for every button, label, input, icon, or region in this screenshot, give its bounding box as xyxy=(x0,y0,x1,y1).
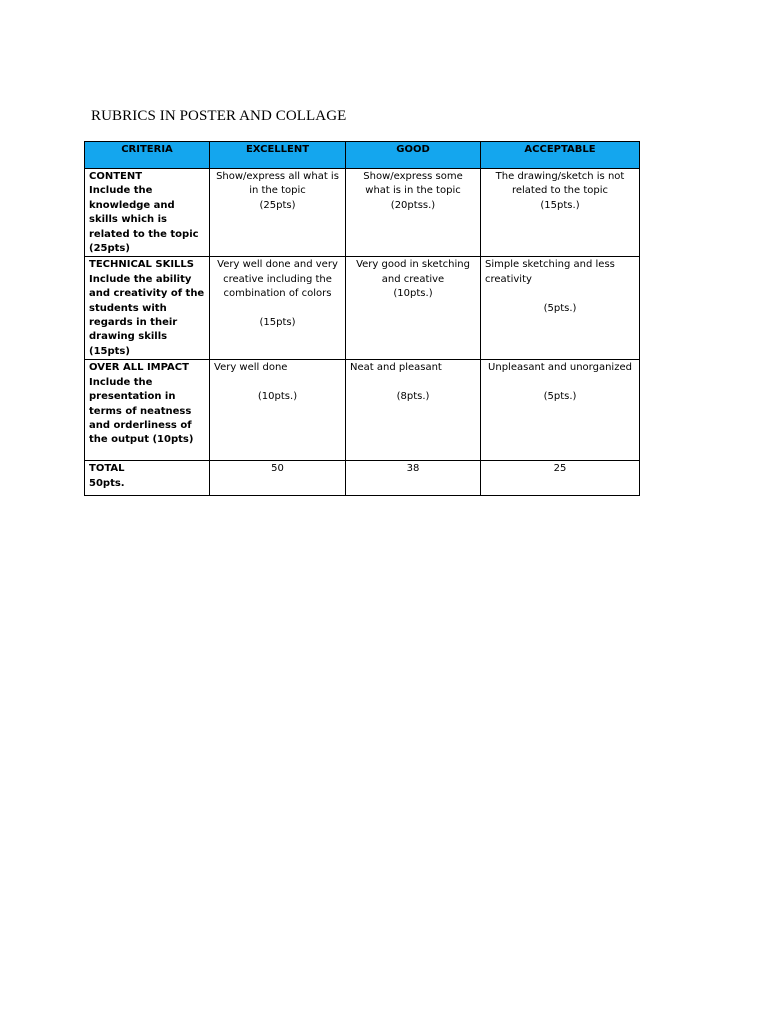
document-title: RUBRICS IN POSTER AND COLLAGE xyxy=(91,108,347,124)
total-label: TOTAL xyxy=(89,463,125,475)
criterion-description: Include the presentation in terms of neatness and orderliness of the output (10pts) xyxy=(89,376,194,446)
excellent-cell xyxy=(210,360,346,461)
spacer xyxy=(485,287,635,301)
cell-points: (25pts) xyxy=(259,199,296,211)
criteria-cell xyxy=(85,169,210,257)
spacer xyxy=(214,302,341,316)
criterion-description: Include the ability and creativity of the students with regards in their drawing skills (15pts) xyxy=(89,273,205,357)
table-row xyxy=(85,169,640,257)
cell-text: The drawing/sketch is not related to the topic xyxy=(495,171,625,197)
header-good: GOOD xyxy=(346,142,481,169)
spacer xyxy=(350,376,476,390)
total-sublabel: 50pts. xyxy=(89,477,125,489)
cell-points: (8pts.) xyxy=(396,391,430,403)
acceptable-cell xyxy=(481,257,640,360)
table-row xyxy=(85,360,640,461)
good-cell xyxy=(346,257,481,360)
cell-text: Neat and pleasant xyxy=(350,362,442,374)
cell-text: Very well done xyxy=(214,362,288,374)
criteria-cell xyxy=(85,360,210,461)
table-row xyxy=(85,257,640,360)
excellent-cell xyxy=(210,169,346,257)
table-header-row xyxy=(85,142,640,169)
header-acceptable: ACCEPTABLE xyxy=(481,142,640,169)
cell-text: Show/express some what is in the topic xyxy=(363,171,463,197)
total-acceptable: 25 xyxy=(481,461,640,496)
acceptable-cell xyxy=(481,169,640,257)
acceptable-cell xyxy=(481,360,640,461)
cell-text: Unpleasant and unorganized xyxy=(488,362,632,374)
cell-text: Show/express all what is in the topic xyxy=(216,171,339,197)
cell-points: (10pts.) xyxy=(393,288,433,300)
cell-points: (5pts.) xyxy=(543,302,577,314)
table-total-row xyxy=(85,461,640,496)
cell-text: Very good in sketching and creative xyxy=(356,259,470,285)
excellent-cell xyxy=(210,257,346,360)
criterion-name: OVER ALL IMPACT xyxy=(89,362,189,374)
cell-text: Very well done and very creative including the combination of colors xyxy=(217,259,338,300)
spacer xyxy=(214,376,341,390)
criterion-name: CONTENT xyxy=(89,171,143,182)
cell-points: (20ptss.) xyxy=(390,199,436,211)
criterion-name: TECHNICAL SKILLS xyxy=(89,259,194,271)
total-good: 38 xyxy=(346,461,481,496)
cell-points: (15pts) xyxy=(259,317,296,329)
cell-text: Simple sketching and less creativity xyxy=(485,259,615,285)
good-cell xyxy=(346,169,481,257)
criteria-cell xyxy=(85,257,210,360)
header-criteria: CRITERIA xyxy=(85,142,210,169)
rubric-table xyxy=(84,141,640,496)
cell-points: (15pts.) xyxy=(540,199,580,211)
criterion-description: Include the knowledge and skills which is related to the topic (25pts) xyxy=(89,185,199,255)
good-cell xyxy=(346,360,481,461)
cell-points: (5pts.) xyxy=(543,391,577,403)
spacer xyxy=(485,376,635,390)
total-excellent: 50 xyxy=(210,461,346,496)
cell-points: (10pts.) xyxy=(257,391,298,403)
total-label-cell xyxy=(85,461,210,496)
header-excellent: EXCELLENT xyxy=(210,142,346,169)
